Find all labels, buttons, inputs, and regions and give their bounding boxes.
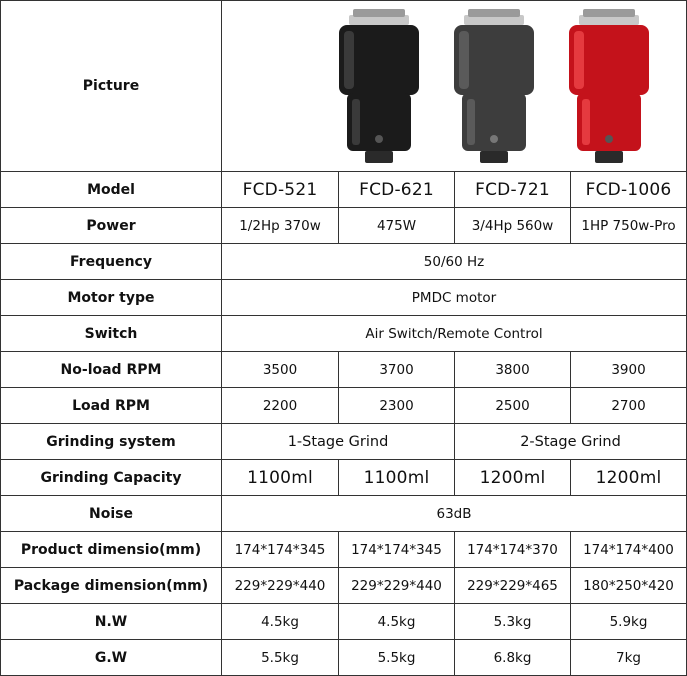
- row-grinding-system: [1, 424, 687, 460]
- noise-value: 63dB: [222, 496, 687, 532]
- load-rpm-value: 2700: [571, 388, 687, 424]
- gross-weight-label: G.W: [1, 640, 222, 676]
- power-label: Power: [1, 208, 222, 244]
- motor-type-value: PMDC motor: [222, 280, 687, 316]
- row-package-dimension: [1, 568, 687, 604]
- black-disposer-image: [339, 9, 419, 163]
- switch-value: Air Switch/Remote Control: [222, 316, 687, 352]
- row-load-rpm: [1, 388, 687, 424]
- power-value: 1/2Hp 370w: [222, 208, 339, 244]
- gross-weight-value: 7kg: [571, 640, 687, 676]
- row-noise: [1, 496, 687, 532]
- grinding-system-value: 1-Stage Grind: [222, 424, 455, 460]
- product-dimension-value: 174*174*370: [455, 532, 571, 568]
- net-weight-label: N.W: [1, 604, 222, 640]
- row-net-weight: [1, 604, 687, 640]
- grinding-capacity-value: 1200ml: [455, 460, 571, 496]
- switch-label: Switch: [1, 316, 222, 352]
- row-switch: [1, 316, 687, 352]
- grinding-system-label: Grinding system: [1, 424, 222, 460]
- product-dimension-value: 174*174*345: [339, 532, 455, 568]
- row-picture: [1, 1, 687, 172]
- gray-disposer-image: [454, 9, 534, 163]
- power-value: 1HP 750w-Pro: [571, 208, 687, 244]
- row-grinding-capacity: [1, 460, 687, 496]
- motor-type-label: Motor type: [1, 280, 222, 316]
- noload-rpm-value: 3800: [455, 352, 571, 388]
- package-dimension-value: 229*229*465: [455, 568, 571, 604]
- row-motor-type: [1, 280, 687, 316]
- grinding-capacity-label: Grinding Capacity: [1, 460, 222, 496]
- model-value: FCD-721: [455, 172, 571, 208]
- red-disposer-image: [569, 9, 649, 163]
- gross-weight-value: 6.8kg: [455, 640, 571, 676]
- package-dimension-label: Package dimension(mm): [1, 568, 222, 604]
- model-value: FCD-1006: [571, 172, 687, 208]
- noload-rpm-value: 3700: [339, 352, 455, 388]
- grinding-capacity-value: 1100ml: [339, 460, 455, 496]
- row-noload-rpm: [1, 352, 687, 388]
- row-gross-weight: [1, 640, 687, 676]
- noload-rpm-value: 3900: [571, 352, 687, 388]
- frequency-value: 50/60 Hz: [222, 244, 687, 280]
- product-picture-cell: [222, 1, 687, 172]
- net-weight-value: 5.3kg: [455, 604, 571, 640]
- net-weight-value: 4.5kg: [222, 604, 339, 640]
- grinding-capacity-value: 1100ml: [222, 460, 339, 496]
- gross-weight-value: 5.5kg: [222, 640, 339, 676]
- package-dimension-value: 229*229*440: [339, 568, 455, 604]
- net-weight-value: 4.5kg: [339, 604, 455, 640]
- load-rpm-label: Load RPM: [1, 388, 222, 424]
- row-power: [1, 208, 687, 244]
- frequency-label: Frequency: [1, 244, 222, 280]
- package-dimension-value: 229*229*440: [222, 568, 339, 604]
- net-weight-value: 5.9kg: [571, 604, 687, 640]
- model-value: FCD-521: [222, 172, 339, 208]
- power-value: 3/4Hp 560w: [455, 208, 571, 244]
- model-label: Model: [1, 172, 222, 208]
- noload-rpm-label: No-load RPM: [1, 352, 222, 388]
- load-rpm-value: 2300: [339, 388, 455, 424]
- product-dimension-value: 174*174*400: [571, 532, 687, 568]
- power-value: 475W: [339, 208, 455, 244]
- gross-weight-value: 5.5kg: [339, 640, 455, 676]
- load-rpm-value: 2500: [455, 388, 571, 424]
- row-frequency: [1, 244, 687, 280]
- grinding-system-value: 2-Stage Grind: [455, 424, 687, 460]
- row-model: [1, 172, 687, 208]
- grinding-capacity-value: 1200ml: [571, 460, 687, 496]
- product-dimension-label: Product dimensio(mm): [1, 532, 222, 568]
- row-product-dimension: [1, 532, 687, 568]
- package-dimension-value: 180*250*420: [571, 568, 687, 604]
- load-rpm-value: 2200: [222, 388, 339, 424]
- picture-label: Picture: [1, 1, 222, 172]
- noload-rpm-value: 3500: [222, 352, 339, 388]
- product-images: [222, 1, 686, 171]
- product-dimension-value: 174*174*345: [222, 532, 339, 568]
- noise-label: Noise: [1, 496, 222, 532]
- product-images-svg: [222, 1, 687, 171]
- model-value: FCD-621: [339, 172, 455, 208]
